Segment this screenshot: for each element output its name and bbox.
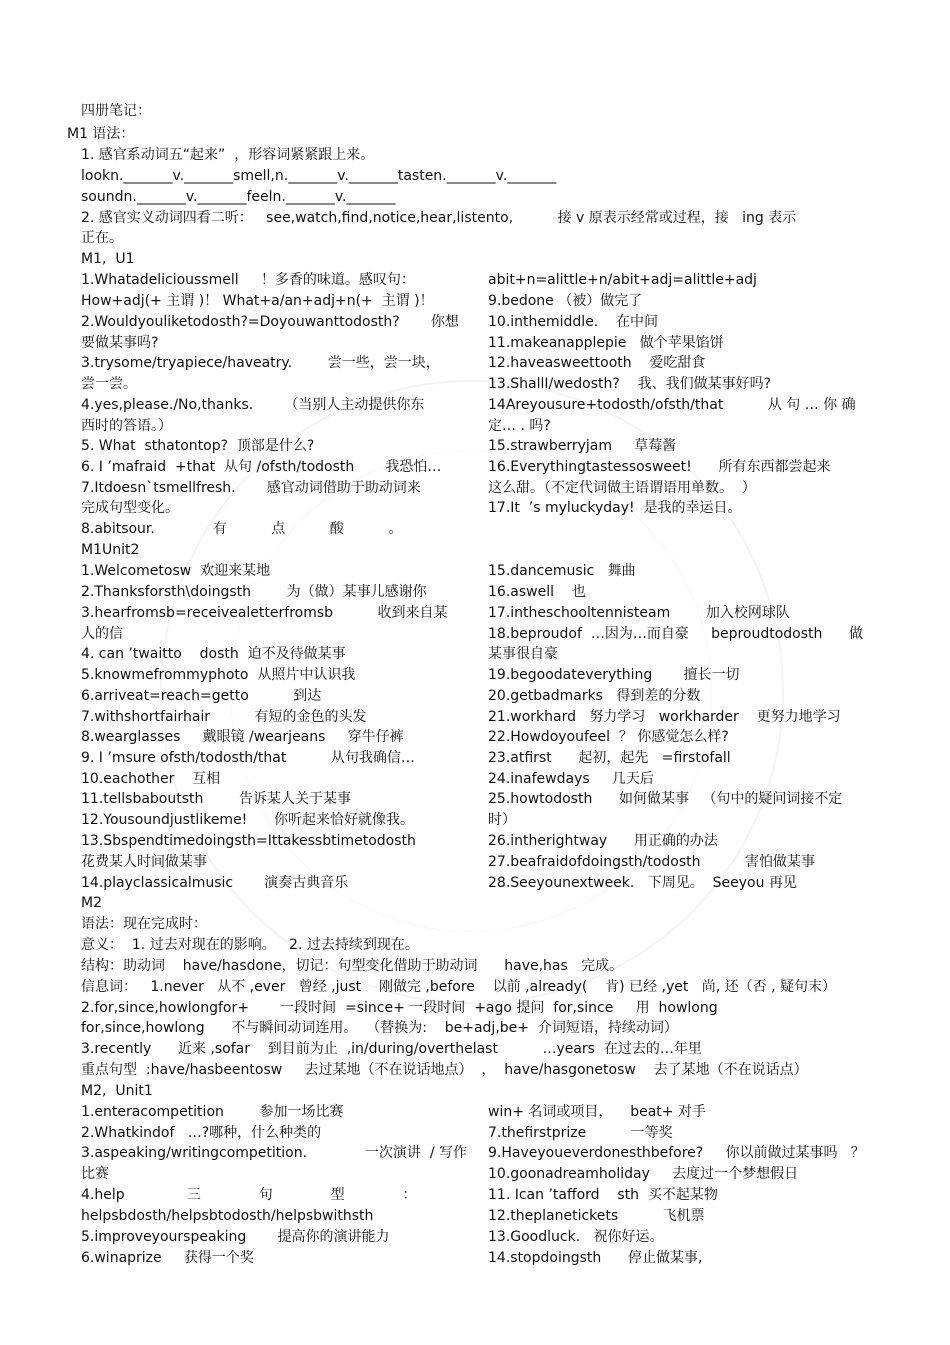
text-line: 2.for,since,howlongfor+ 一段时间 =since+ 一段时间 +ago 提问 for,since 用 howlong [81,1000,718,1016]
text-line: 语法：现在完成时： [81,916,207,932]
section-heading-m1u2: M1Unit2 [81,542,140,558]
list-item: 24.inafewdays 几天后 [488,771,654,787]
list-item: 4.help 三 句 型 ： [81,1187,417,1203]
list-item: 23.atfirst 起初，起先 =firstofall [488,750,731,766]
list-item: 17.intheschooltennisteam 加入校网球队 [488,605,790,621]
m1-grammar-heading: M1 语法： [67,126,135,142]
list-item: 这么甜。（不定代词做主语谓语用单数。 ） [488,480,756,496]
list-item: 16.aswell 也 [488,584,586,600]
list-item: 9.Haveyoueverdonesthbefore? 你以前做过某事吗 ？ [488,1145,865,1161]
list-item: 12.haveasweettooth 爱吃甜食 [488,355,706,371]
list-item: helpsbdosth/helpsbtodosth/helpsbwithsth [81,1208,374,1224]
list-item: 3.aspeaking/writingcompetition. 一次演讲 / 写作 [81,1145,467,1161]
list-item: 13.Goodluck. 祝你好运。 [488,1229,664,1245]
list-item: 12.theplanetickets 飞机票 [488,1208,705,1224]
list-item: 22.Howdoyoufeel ？ 你感觉怎么样? [488,729,729,745]
list-item: 6.arriveat=reach=getto 到达 [81,688,322,704]
list-item: 1.Whatadelicioussmell ！多香的味道。感叹句： [81,272,415,288]
list-item: 14Areyousure+todosth/ofsth/that 从 句 … 你 确 [488,397,856,413]
list-item: 21.workhard 努力学习 workharder 更努力地学习 [488,709,841,725]
text-line: 2. 感官实义动词四看二听： see,watch,find,notice,hear,listento, 接 v 原表示经常或过程，接 ing 表示 [81,210,797,226]
list-item: 尝一尝。 [81,376,137,392]
list-item: 定… . 吗? [488,418,551,434]
list-item: 11.tellsbaboutsth 告诉某人关于某事 [81,791,351,807]
list-item: 8.abitsour. 有 点 酸 。 [81,521,403,537]
list-item: 18.beproudof …因为…而自豪 beproudtodosth 做 [488,626,864,642]
list-item: 1.enteracompetition 参加一场比赛 [81,1104,344,1120]
list-item: 10.goonadreamholiday 去度过一个梦想假日 [488,1166,799,1182]
list-item: 27.beafraidofdoingsth/todosth 害怕做某事 [488,854,816,870]
list-item: 比赛 [81,1166,109,1182]
list-item: 4. can ’twaitto dosth 迫不及待做某事 [81,646,346,662]
text-line: 结构：助动词 have/hasdone，切记：句型变化借助于助动词 have,has 完成。 [81,958,624,974]
list-item: 19.begoodateverything 擅长一切 [488,667,740,683]
list-item: 花费某人时间做某事 [81,854,207,870]
list-item: 2.Wouldyouliketodosth?=Doyouwanttodosth? 你想 [81,314,459,330]
text-line: 1. 感官系动词五“起来” ，形容词紧紧跟上来。 [81,147,375,163]
list-item: 西时的答语。） [81,418,172,434]
list-item: 4.yes,please./No,thanks. （当别人主动提供你东 [81,397,425,413]
list-item: 时） [488,812,516,828]
list-item: 15.dancemusic 舞曲 [488,563,636,579]
list-item: 11. Ican ’tafford sth 买不起某物 [488,1187,718,1203]
list-item: 9. I ’msure ofsth/todosth/that 从句我确信… [81,750,415,766]
list-item: 5.improveyourspeaking 提高你的演讲能力 [81,1229,390,1245]
list-item: 完成句型变化。 [81,500,179,516]
list-item: 10.inthemiddle. 在中间 [488,314,659,330]
list-item: 16.Everythingtastessosweet! 所有东西都尝起来 [488,459,831,475]
list-item: 2.Thanksforsth\doingsth 为（做）某事儿感谢你 [81,584,427,600]
text-line: 重点句型 :have/hasbeentosw 去过某地（不在说话地点） ， have/hasgonetosw 去了某地（不在说话点） [81,1062,808,1078]
list-item: 3.hearfromsb=receivealetterfromsb 收到来自某 [81,605,448,621]
list-item: 6.winaprize 获得一个奖 [81,1250,254,1266]
list-item: 13.Sbspendtimedoingsth=Ittakessbtimetodosth [81,833,416,849]
list-item: 14.stopdoingsth 停止做某事, [488,1250,703,1266]
list-item: 3.trysome/tryapiece/haveatry. 尝一些，尝一块， [81,355,440,371]
list-item: 25.howtodosth 如何做某事 （句中的疑问词接不定 [488,791,843,807]
text-line: soundn._______v._______feeln._______v._______ [81,189,396,205]
list-item: 7.withshortfairhair 有短的金色的头发 [81,709,367,725]
list-item: 7.Itdoesn`tsmellfresh. 感官动词借助于助动词来 [81,480,421,496]
list-item: 20.getbadmarks 得到差的分数 [488,688,701,704]
list-item: 8.wearglasses 戴眼镜 /wearjeans 穿牛仔裤 [81,729,404,745]
list-item: How+adj(+ 主谓 )！ What+a/an+adj+n(+ 主谓 )！ [81,293,434,309]
list-item: 11.makeanapplepie 做个苹果馅饼 [488,335,724,351]
section-heading-m1u1: M1, U1 [81,251,135,267]
section-heading-m2u1: M2, Unit1 [81,1083,153,1099]
text-line: 3.recently 近来 ,sofar 到目前为止 ,in/during/overthelast …years 在过去的…年里 [81,1041,702,1057]
list-item: 28.Seeyounextweek. 下周见。 Seeyou 再见 [488,875,797,891]
list-item: 15.strawberryjam 草莓酱 [488,438,677,454]
list-item: 13.ShallI/wedosth? 我、我们做某事好吗? [488,376,772,392]
list-item: 5.knowmefrommyphoto 从照片中认识我 [81,667,356,683]
list-item: 14.playclassicalmusic 演奏古典音乐 [81,875,349,891]
list-item: 1.Welcometosw 欢迎来某地 [81,563,271,579]
list-item: 要做某事吗? [81,335,159,351]
text-line: 意义： 1. 过去对现在的影响。 2. 过去持续到现在。 [81,937,419,953]
list-item: 9.bedone （被）做完了 [488,293,643,309]
text-line: for,since,howlong 不与瞬间动词连用。 （替换为: be+adj,be+ 介词短语，持续动词） [81,1020,678,1036]
list-item: 某事很自豪 [488,646,558,662]
text-line: 信息词： 1.never 从不 ,ever 曾经 ,just 刚做完 ,before 以前 ,already( 肯) 已经 ,yet 尚, 还（否 , 疑句末） [81,979,836,995]
list-item: 7.thefirstprize 一等奖 [488,1125,673,1141]
list-item: 6. I ’mafraid +that 从句 /ofsth/todosth 我恐怕… [81,459,442,475]
list-item: 10.eachother 互相 [81,771,221,787]
text-line: 正在。 [81,230,123,246]
list-item: 人的信 [81,626,123,642]
section-heading-m2: M2 [81,895,102,911]
list-item: 12.Yousoundjustlikeme! 你听起来恰好就像我。 [81,812,414,828]
page-title: 四册笔记： [81,103,151,119]
list-item: win+ 名词或项目， beat+ 对手 [488,1104,706,1120]
list-item: 17.It ’s myluckyday! 是我的幸运日。 [488,500,742,516]
list-item: 2.Whatkindof …?哪种，什么种类的 [81,1125,322,1141]
list-item: 26.intherightway 用正确的办法 [488,833,718,849]
text-line: lookn._______v._______smell,n._______v._______tasten._______v._______ [81,168,557,184]
list-item: abit+n=alittle+n/abit+adj=alittle+adj [488,272,757,288]
list-item: 5. What sthatontop? 顶部是什么? [81,438,315,454]
